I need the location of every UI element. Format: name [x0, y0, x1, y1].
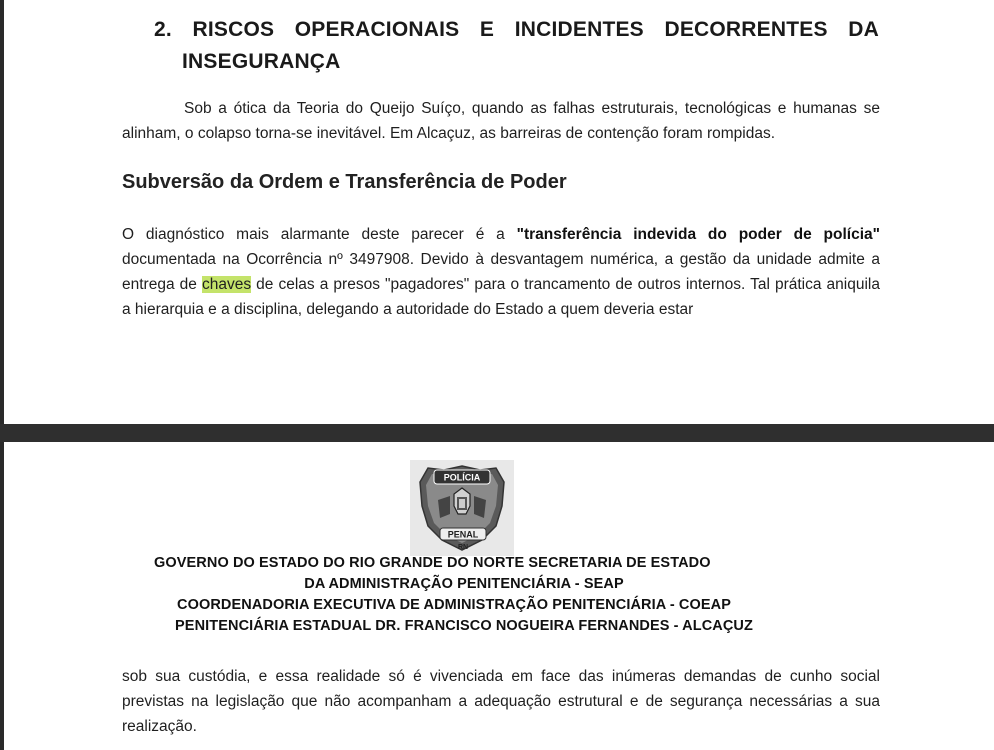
gov-header-line: DA ADMINISTRAÇÃO PENITENCIÁRIA - SEAP: [304, 576, 624, 592]
heading-word: RISCOS: [192, 18, 275, 41]
page-separator: [0, 424, 994, 442]
logo-state-text: RN: [457, 544, 469, 551]
logo-top-text: POLÍCIA: [443, 472, 481, 483]
bold-quote: "transferência indevida do poder de polícia": [516, 226, 880, 243]
document-page-top: [4, 0, 994, 424]
gov-header-line: COORDENADORIA EXECUTIVA DE ADMINISTRAÇÃO PENITENCIÁRIA - COEAP: [177, 597, 731, 613]
subheading: Subversão da Ordem e Transferência de Poder: [122, 171, 567, 193]
section-heading-line1: [154, 14, 879, 46]
heading-word: E: [479, 18, 495, 41]
government-header: [154, 553, 774, 637]
paragraph-text: O diagnóstico mais alarmante deste parecer é a: [122, 226, 517, 243]
gov-header-line: GOVERNO DO ESTADO DO RIO GRANDE DO NORTE SECRETARIA DE ESTADO: [154, 555, 711, 571]
heading-word: DA: [848, 18, 879, 41]
heading-word: INCIDENTES: [514, 18, 644, 41]
logo-bottom-text: PENAL: [447, 529, 479, 540]
section-number: 2.: [154, 18, 172, 41]
paragraph-diagnosis: [122, 222, 880, 322]
paragraph-text: de celas a presos "pagadores" para o trancamento de outros internos. Tal prática aniquila a hierarquia e a disciplina, delegando a autoridade do Estado a quem deveria estar: [122, 276, 880, 318]
section-heading-line2: INSEGURANÇA: [182, 50, 341, 73]
paragraph-text: documentada na Ocorrência nº 3497908. Devido à desvantagem numérica, a gestão da unidade admite a entrega de: [122, 251, 880, 293]
document-page-bottom: [4, 442, 994, 750]
paragraph-custody: sob sua custódia, e essa realidade só é vivenciada em face das inúmeras demandas de cunho social previstas na legislação que não acompanham a adequação estrutural e de segurança necessárias a sua realização.: [122, 668, 880, 735]
policia-penal-logo: [410, 460, 514, 556]
search-highlight: chaves: [201, 276, 252, 293]
section-heading: [154, 14, 879, 78]
badge-icon: [410, 460, 514, 556]
heading-word: OPERACIONAIS: [294, 18, 460, 41]
gov-header-line: PENITENCIÁRIA ESTADUAL DR. FRANCISCO NOGUEIRA FERNANDES - ALCAÇUZ: [175, 618, 753, 634]
paragraph-swiss-cheese: Sob a ótica da Teoria do Queijo Suíço, quando as falhas estruturais, tecnológicas e humanas se alinham, o colapso torna-se inevitável. Em Alcaçuz, as barreiras de contenção foram rompidas.: [122, 100, 880, 142]
heading-word: DECORRENTES: [664, 18, 828, 41]
